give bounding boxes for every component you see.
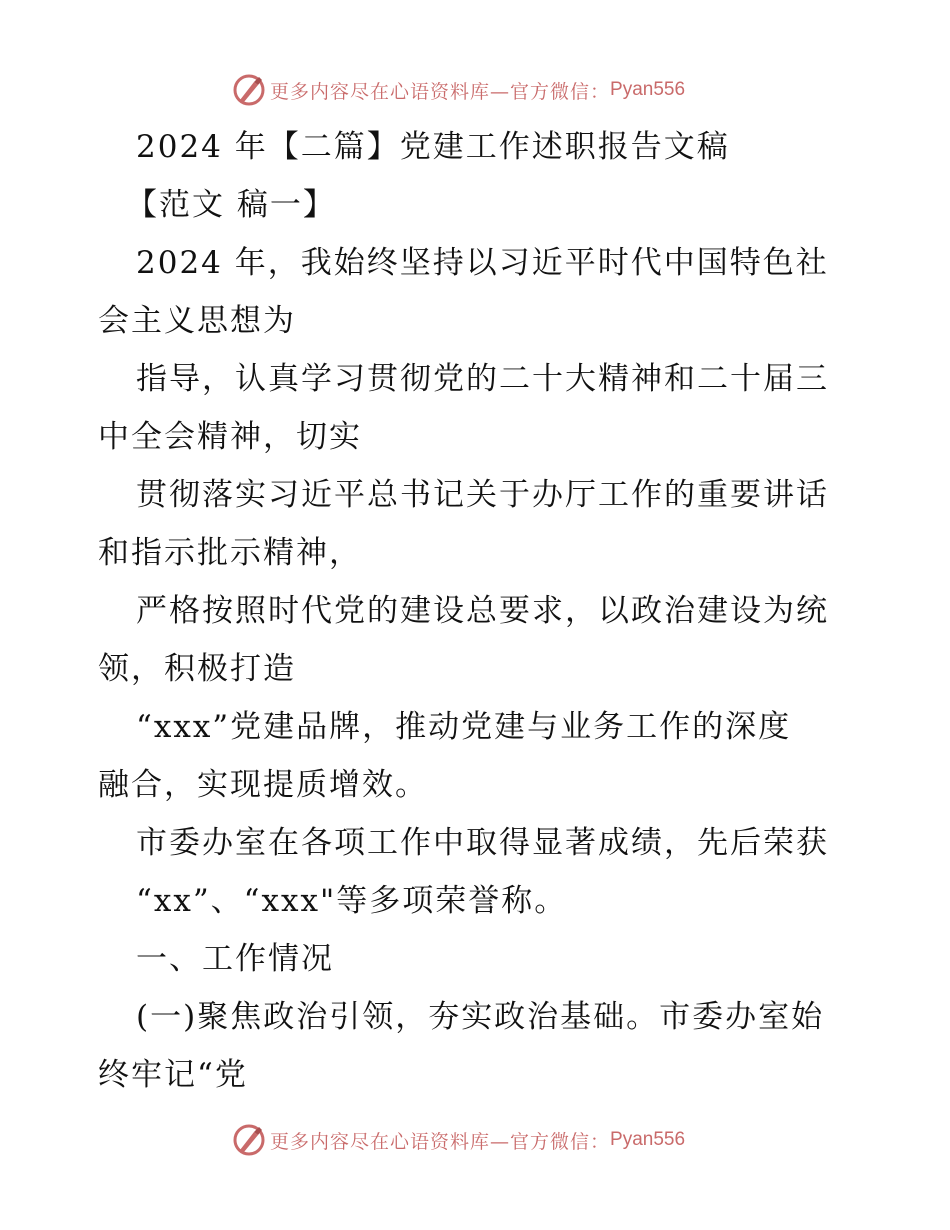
paragraph-line: 市委办室在各项工作中取得显著成绩，先后荣获: [136, 825, 829, 861]
paragraph-line: 终牢记“党: [98, 1057, 248, 1093]
paragraph-line: 严格按照时代党的建设总要求，以政治建设为统: [136, 593, 829, 629]
section-heading: 一、工作情况: [136, 941, 334, 977]
paragraph-line: 领，积极打造: [98, 651, 296, 687]
paragraph-line: (一)聚焦政治引领，夯实政治基础。市委办室始: [136, 999, 825, 1035]
watermark-text: 更多内容尽在心语资料库—官方微信：: [270, 80, 611, 103]
watermark-account: Pyan556: [610, 1129, 686, 1150]
paragraph-line: 贯彻落实习近平总书记关于办厅工作的重要讲话: [136, 477, 829, 513]
paragraph-line: 融合，实现提质增效。: [98, 767, 428, 803]
document-body: [98, 118, 858, 1104]
paragraph-line: 和指示批示精神，: [98, 535, 362, 571]
watermark-footer: [232, 1120, 685, 1160]
document-title: 2024 年【二篇】党建工作述职报告文稿: [136, 129, 730, 165]
watermark-text: 更多内容尽在心语资料库—官方微信：: [270, 1130, 611, 1153]
pen-logo-icon: [232, 73, 266, 107]
paragraph-line: 指导，认真学习贯彻党的二十大精神和二十届三: [136, 361, 829, 397]
paragraph-line: 2024 年，我始终坚持以习近平时代中国特色社: [136, 245, 829, 281]
paragraph-line: 会主义思想为: [98, 303, 296, 339]
watermark-header: [232, 70, 685, 110]
pen-logo-icon: [232, 1123, 266, 1157]
watermark-account: Pyan556: [610, 79, 686, 100]
paragraph-line: “xxx”党建品牌，推动党建与业务工作的深度: [136, 709, 792, 745]
section-label: 【范文 稿一】: [126, 187, 336, 223]
paragraph-line: “xx”、“xxx"等多项荣誉称。: [136, 883, 568, 919]
paragraph-line: 中全会精神，切实: [98, 419, 362, 455]
